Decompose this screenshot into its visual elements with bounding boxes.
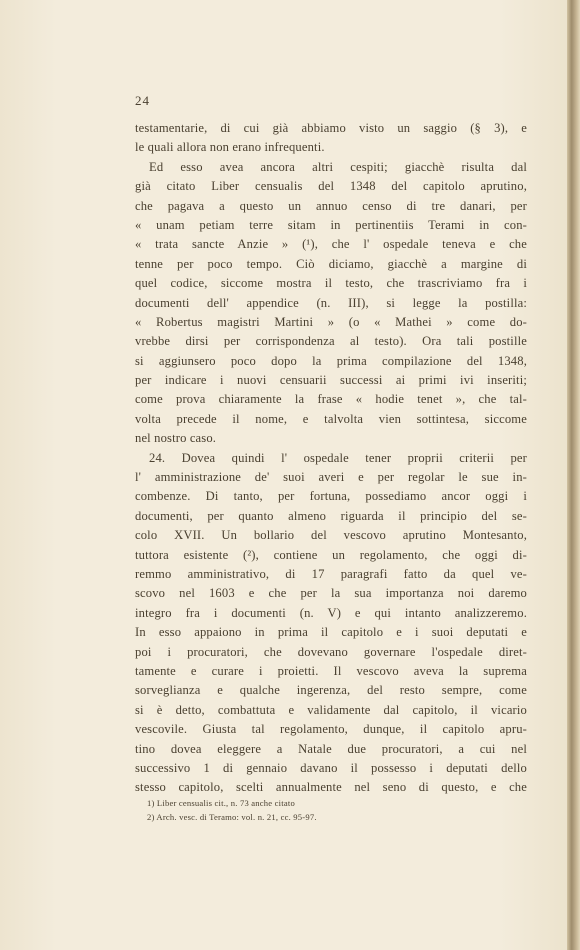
text-line: le quali allora non erano infrequenti. (135, 140, 325, 155)
text-line: sorveglianza e qualche ingerenza, del resto sempre, come (135, 683, 527, 698)
text-line: nel nostro caso. (135, 431, 217, 446)
text-line: In esso appaiono in prima il capitolo e i suoi deputati e (135, 625, 527, 640)
text-line: « Robertus magistri Martini » (o « Mathei » come do- (135, 314, 527, 329)
footnote-1: 1) Liber censualis cit., n. 73 anche citato (147, 798, 295, 808)
text-line: che pagava a questo un annuo censo di tre danari, per (135, 198, 527, 213)
text-line: testamentarie, di cui già abbiamo visto un saggio (§ 3), e (135, 121, 527, 135)
text-line: stesso capitolo, scelti annualmente nel seno di questo, e che (135, 780, 527, 795)
text-line: tuttora esistente (²), contiene un regolamento, che oggi di- (135, 547, 527, 562)
text-line: successivo 1 di gennaio davano il possesso i deputati dello (135, 760, 527, 775)
text-line: poi i procuratori, che dovevano governare l'ospedale diret- (135, 644, 527, 659)
text-line: 24. Dovea quindi l' ospedale tener proprii criterii per (149, 450, 527, 465)
text-line: si è detto, combattuta e validamente dal capitolo, il vicario (135, 702, 527, 717)
text-line: l' amministrazione de' suoi averi e per regolar le sue in- (135, 470, 527, 485)
page-number: 24 (135, 93, 150, 108)
text-line: combenze. Di tanto, per fortuna, possediamo ancor oggi i (135, 489, 527, 504)
text-line: vescovile. Giusta tal regolamento, dunque, il capitolo apru- (135, 722, 527, 737)
text-line: vrebbe dirsi per corrispondenza al testo). Ora tali postille (135, 334, 527, 349)
text-line: come prova chiaramente la frase « hodie tenet », che tal- (135, 392, 527, 407)
text-line: Ed esso avea ancora altri cespiti; giacchè risulta dal (149, 159, 527, 174)
text-line: tino dovea eleggere a Natale due procuratori, a cui nel (135, 741, 527, 756)
footnote-2: 2) Arch. vesc. di Teramo: vol. n. 21, cc. 95-97. (147, 811, 317, 822)
text-line: si aggiunsero poco dopo la prima compilazione del 1348, (135, 353, 527, 368)
text-line: remmo amministrativo, di 17 paragrafi fatto da quel ve- (135, 566, 527, 581)
text-line: scovo nel 1603 e che per la sua importanza noi daremo (135, 586, 527, 601)
text-line: documenti, per quanto almeno riguarda il principio del se- (135, 508, 527, 523)
text-line: integro fra i documenti (n. V) e qui intanto analizzeremo. (135, 605, 527, 620)
page-edge (567, 0, 580, 950)
text-line: quel codice, siccome mostra il testo, che trascriviamo fra i (135, 276, 527, 291)
text-line: già citato Liber censualis del 1348 del capitolo aprutino, (135, 179, 527, 194)
text-line: « trata sancte Anzie » (¹), che l' ospedale teneva e che (135, 237, 527, 252)
body-text (135, 119, 527, 798)
text-line: colo XVII. Un bollario del vescovo aprutino Montesanto, (135, 528, 527, 543)
text-line: tenne per poco tempo. Ciò diciamo, giacchè a margine di (135, 256, 527, 271)
text-line: documenti dell' appendice (n. III), si legge la postilla: (135, 295, 527, 310)
text-line: « unam petiam terre sitam in pertinentiis Terami in con- (135, 217, 527, 232)
text-line: tamente e curare i proietti. Il vescovo aveva la suprema (135, 663, 527, 678)
text-line: per indicare i nuovi censuarii successi ai primi ivi inseriti; (135, 373, 527, 388)
text-line: volta precede il nome, e talvolta vien sottintesa, siccome (135, 411, 527, 426)
footnotes (147, 797, 447, 824)
